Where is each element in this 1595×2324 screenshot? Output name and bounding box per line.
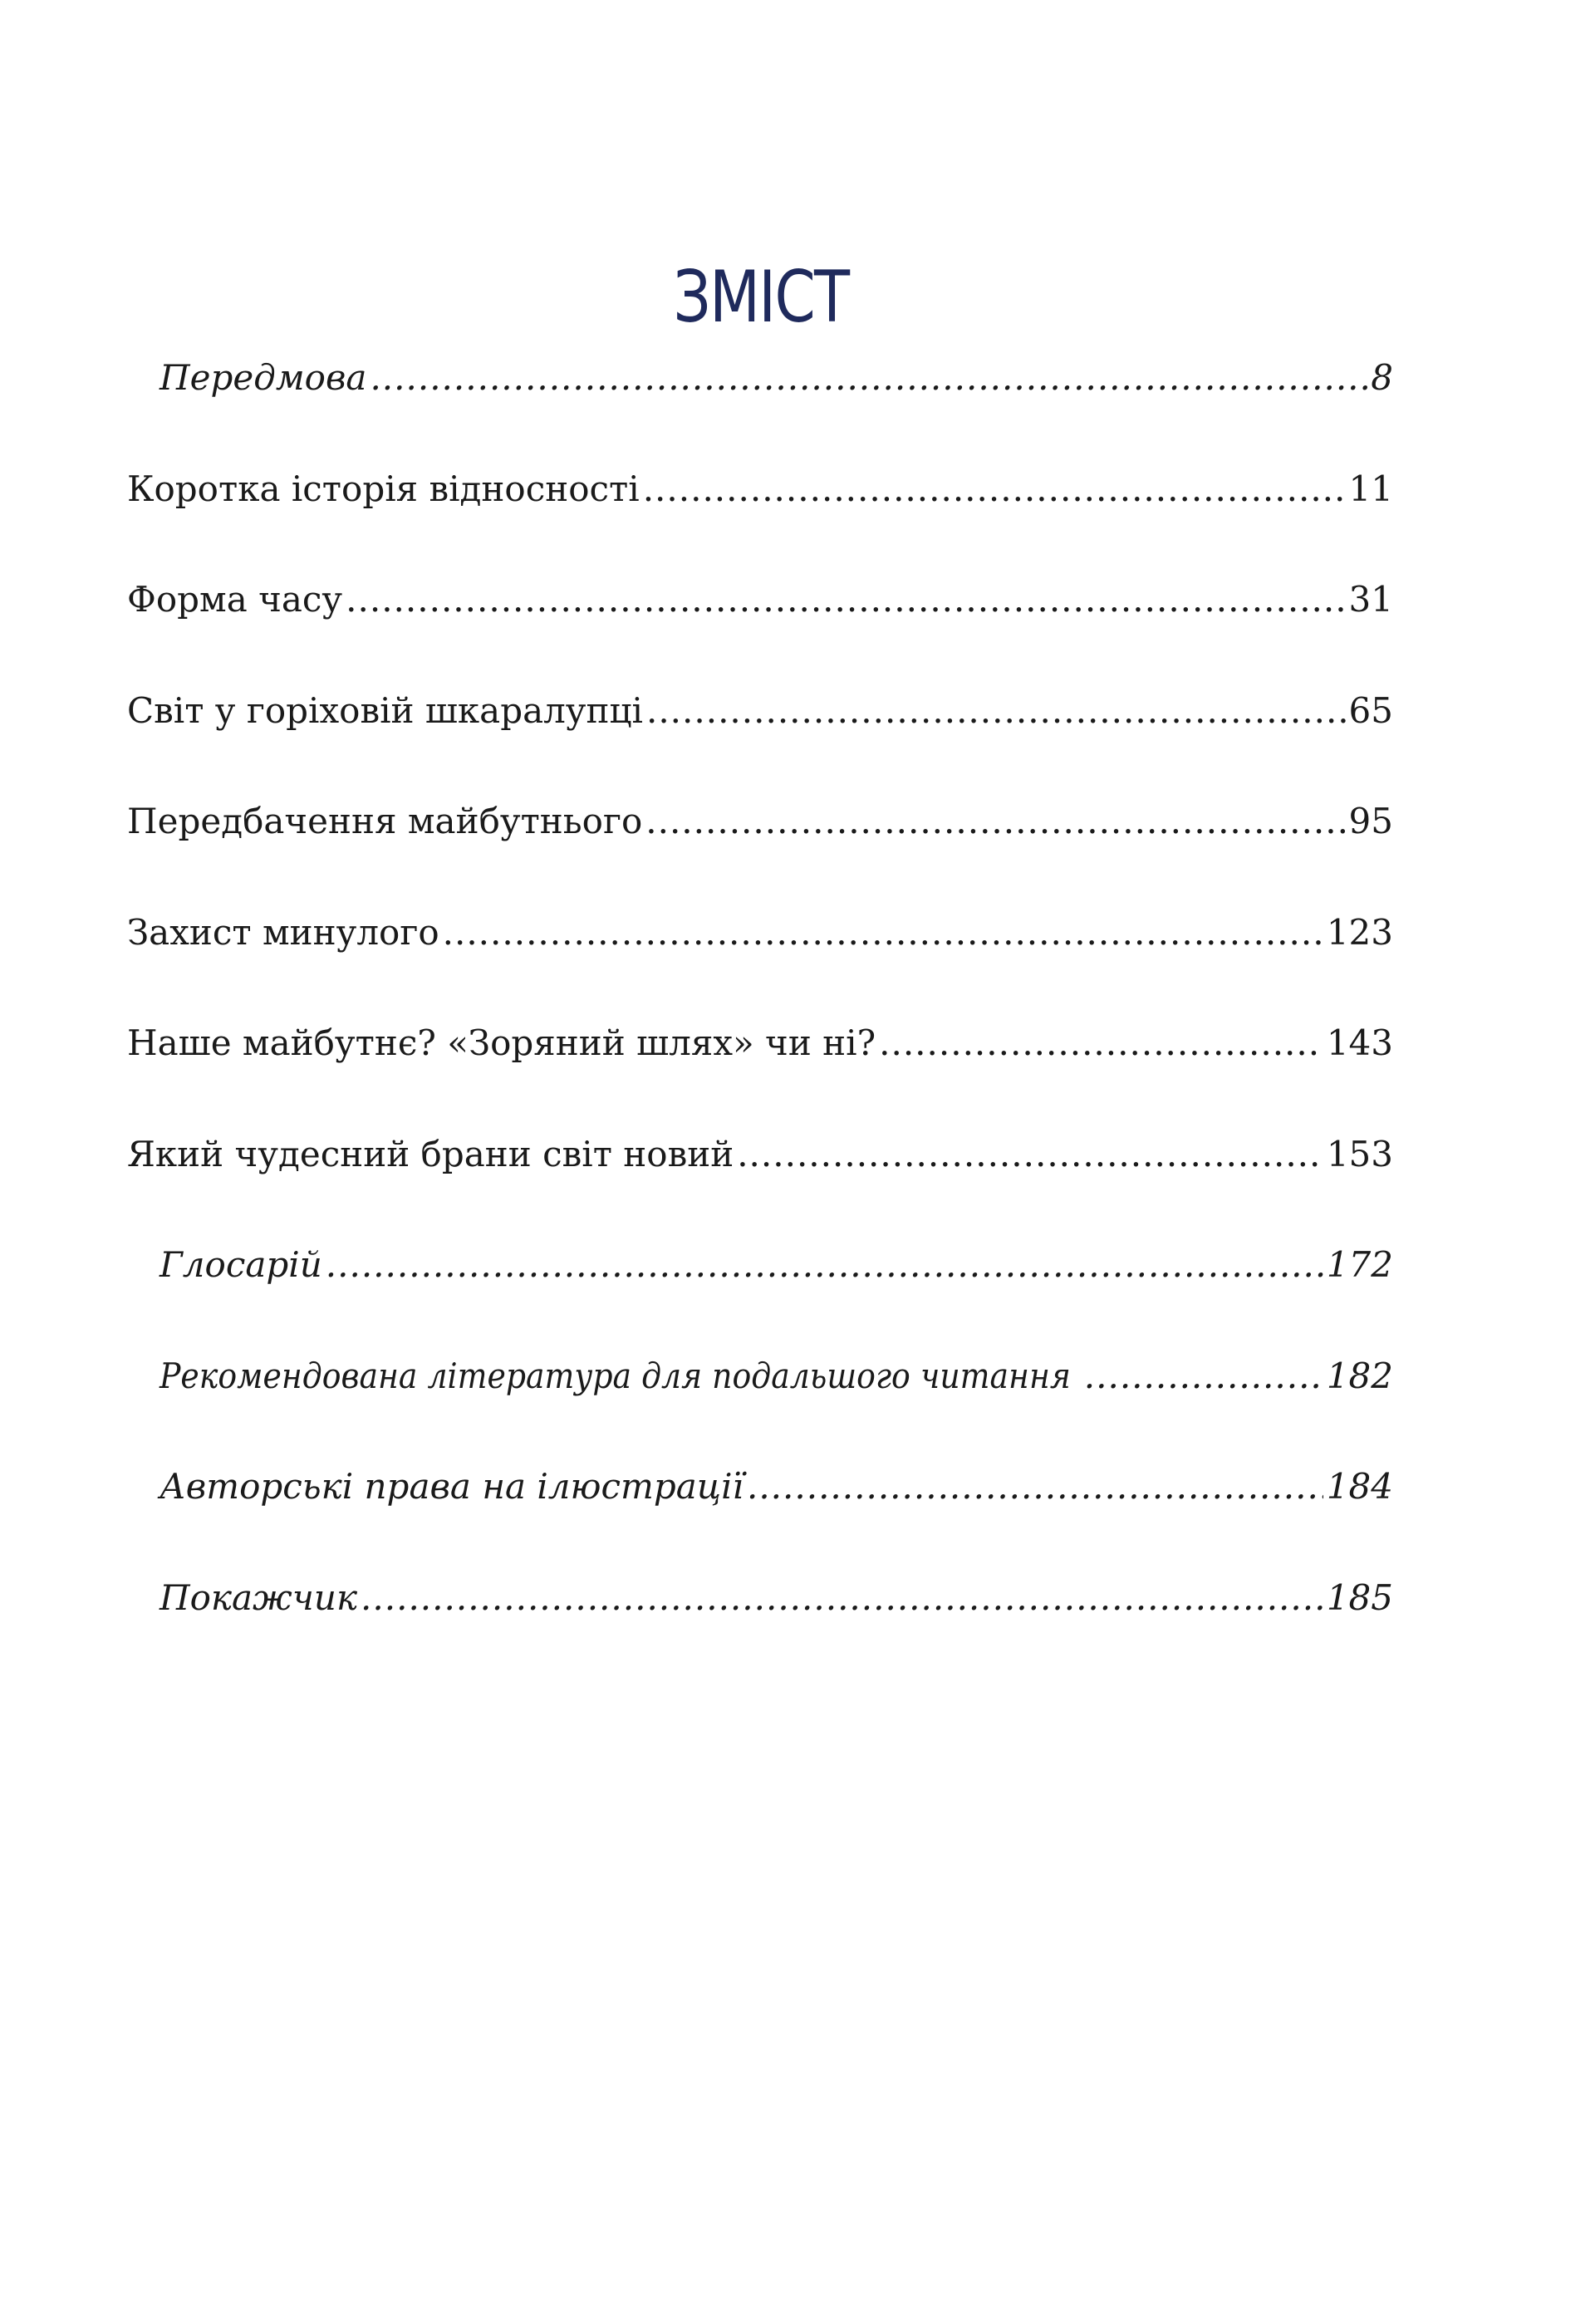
dot-leader: [326, 1236, 1323, 1294]
table-of-contents: [127, 349, 1393, 1679]
toc-entry-page: 143: [1326, 1022, 1393, 1063]
toc-entry-page: 8: [1371, 357, 1393, 398]
toc-entry-page: 31: [1348, 579, 1393, 620]
toc-entry-label: Передмова: [160, 357, 367, 398]
toc-entry-preface[interactable]: [127, 349, 1393, 460]
toc-entry-label: Який чудесний брани світ новий: [127, 1133, 734, 1174]
toc-entry-label: Авторські права на ілюстрації: [160, 1466, 744, 1507]
toc-entry-chapter-5[interactable]: [127, 904, 1393, 1015]
toc-entry-chapter-2[interactable]: [127, 571, 1393, 682]
toc-entry-chapter-3[interactable]: [127, 682, 1393, 793]
toc-entry-label: Рекомендована література для подальшого читання: [160, 1355, 1071, 1396]
dot-leader: [1084, 1347, 1323, 1405]
dot-leader: [643, 460, 1346, 518]
toc-entry-chapter-1[interactable]: [127, 460, 1393, 571]
dot-leader: [443, 904, 1323, 962]
dot-leader: [645, 792, 1345, 851]
toc-entry-page: 123: [1326, 911, 1393, 953]
toc-entry-chapter-4[interactable]: [127, 792, 1393, 904]
toc-entry-illustration-credits[interactable]: [127, 1458, 1393, 1569]
dot-leader: [879, 1014, 1323, 1072]
toc-entry-page: 11: [1348, 468, 1393, 509]
dot-leader: [737, 1125, 1323, 1184]
toc-entry-index[interactable]: [127, 1569, 1393, 1680]
dot-leader: [370, 349, 1367, 407]
toc-entry-label: Глосарій: [160, 1244, 322, 1285]
page-title: ЗМІСТ: [673, 255, 849, 339]
toc-entry-page: 185: [1326, 1576, 1393, 1618]
toc-entry-chapter-6[interactable]: [127, 1014, 1393, 1125]
toc-entry-label: Форма часу: [127, 579, 343, 620]
toc-entry-label: Передбачення майбутнього: [127, 801, 643, 841]
toc-entry-page: 182: [1326, 1355, 1393, 1396]
dot-leader: [346, 571, 1345, 629]
toc-entry-label: Світ у горіховій шкаралупці: [127, 689, 643, 731]
dot-leader: [747, 1458, 1323, 1516]
dot-leader: [361, 1569, 1323, 1627]
toc-entry-page: 184: [1326, 1466, 1393, 1507]
toc-entry-label: Коротка історія відносності: [127, 468, 640, 509]
toc-entry-further-reading[interactable]: [127, 1347, 1393, 1459]
toc-entry-page: 172: [1326, 1244, 1393, 1285]
dot-leader: [646, 682, 1346, 740]
toc-entry-page: 95: [1348, 801, 1393, 841]
toc-entry-label: Наше майбутнє? «Зоряний шлях» чи ні?: [127, 1022, 876, 1063]
toc-entry-page: 65: [1348, 689, 1393, 731]
toc-entry-chapter-7[interactable]: [127, 1125, 1393, 1237]
toc-entry-glossary[interactable]: [127, 1236, 1393, 1347]
toc-entry-label: Покажчик: [160, 1576, 358, 1618]
toc-entry-label: Захист минулого: [127, 911, 439, 953]
toc-entry-page: 153: [1326, 1133, 1393, 1174]
